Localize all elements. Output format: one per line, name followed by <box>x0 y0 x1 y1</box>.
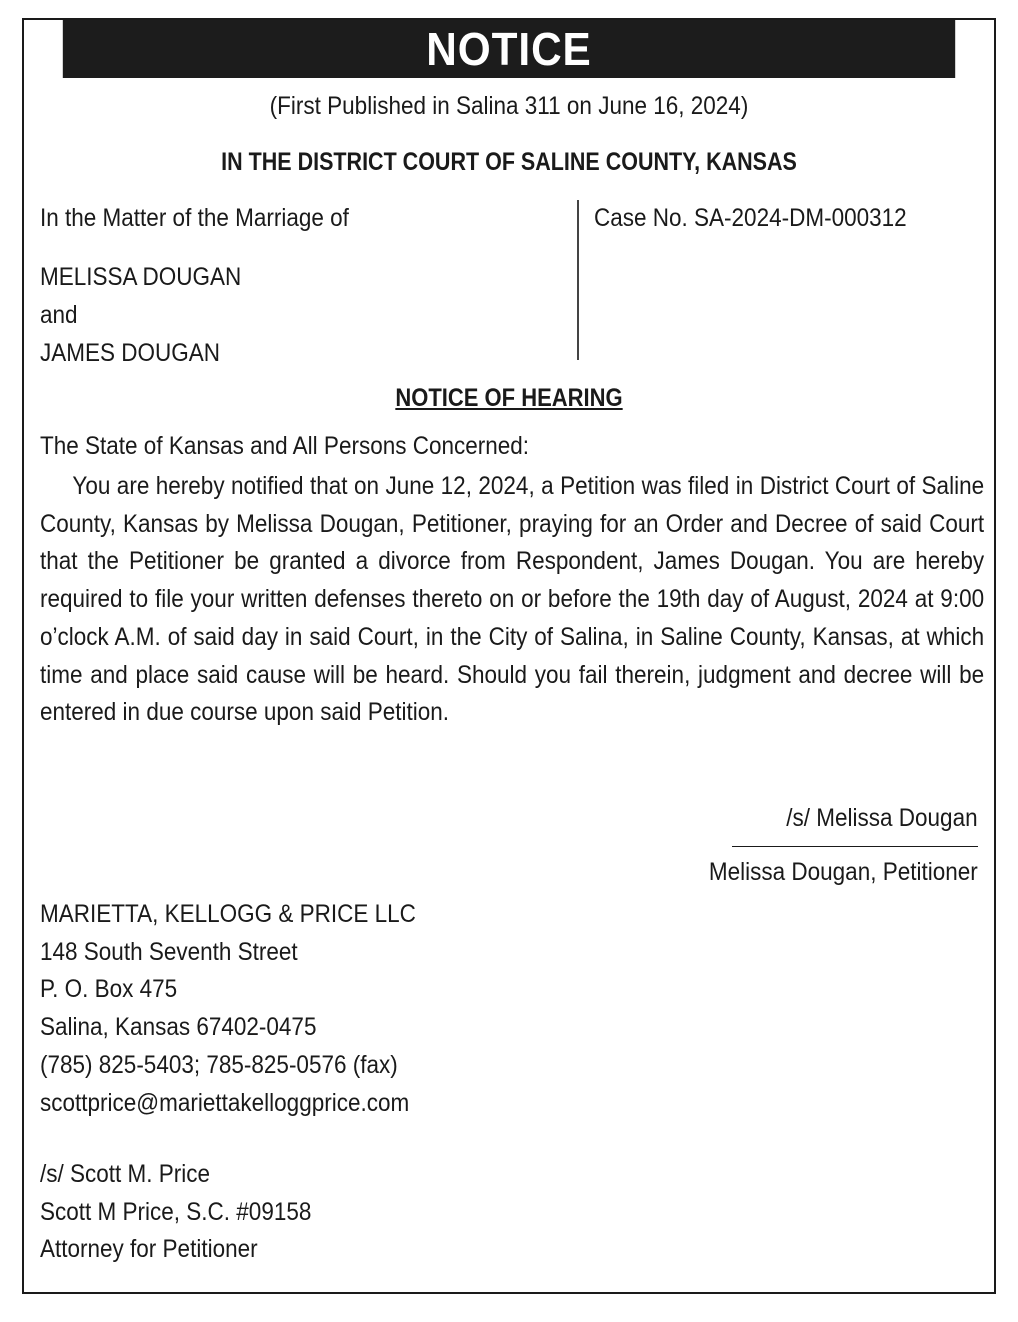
firm-city: Salina, Kansas 67402-0475 <box>40 1013 317 1042</box>
attorney-name-number: Scott M Price, S.C. #09158 <box>40 1197 312 1226</box>
petitioner-signature: /s/ Melissa Dougan <box>786 804 978 832</box>
attorney-signature: /s/ Scott M. Price <box>40 1160 211 1188</box>
notice-banner-title: NOTICE <box>63 20 955 78</box>
case-number: Case No. SA-2024-DM-000312 <box>594 204 907 232</box>
conjunction: and <box>40 301 78 329</box>
law-firm-block <box>40 896 416 1122</box>
petitioner-name: MELISSA DOUGAN <box>40 263 242 291</box>
matter-line: In the Matter of the Marriage of <box>40 204 349 232</box>
publication-line: (First Published in Salina 311 on June 16, 2024) <box>269 92 749 120</box>
attorney-block <box>40 1156 311 1269</box>
attorney-role: Attorney for Petitioner <box>40 1235 258 1264</box>
notice-frame <box>22 18 996 1294</box>
firm-email: scottprice@mariettakelloggprice.com <box>40 1088 410 1117</box>
petitioner-name-title: Melissa Dougan, Petitioner <box>709 858 978 886</box>
notice-of-hearing-heading: NOTICE OF HEARING <box>395 384 623 412</box>
signature-line <box>732 846 978 847</box>
firm-po-box: P. O. Box 475 <box>40 975 178 1004</box>
firm-phone: (785) 825-5403; 785-825-0576 (fax) <box>40 1050 398 1079</box>
addressee-line: The State of Kansas and All Persons Concerned: <box>40 432 530 460</box>
firm-street: 148 South Seventh Street <box>40 937 298 966</box>
court-heading: IN THE DISTRICT COURT OF SALINE COUNTY, KANSAS <box>221 148 797 176</box>
caption-divider <box>577 200 579 360</box>
notice-body: You are hereby notified that on June 12, 2024, a Petition was filed in District Court of Saline County, Kansas by Melissa Dougan, Petitioner, praying for an Order and Decree of said Court that the Petitioner be granted a divorce from Respondent, James Dougan. You are hereby required to file your written defenses thereto on or before the 19th day of August, 2024 at 9:00 o’clock A.M. of said day in said Court, in the City of Salina, in Saline County, Kansas, at which time and place said cause will be heard. Should you fail therein, judgment and decree will be entered in due course upon said Petition. <box>40 472 985 727</box>
respondent-name: JAMES DOUGAN <box>40 339 221 367</box>
party-names <box>40 258 241 372</box>
firm-name: MARIETTA, KELLOGG & PRICE LLC <box>40 900 416 928</box>
